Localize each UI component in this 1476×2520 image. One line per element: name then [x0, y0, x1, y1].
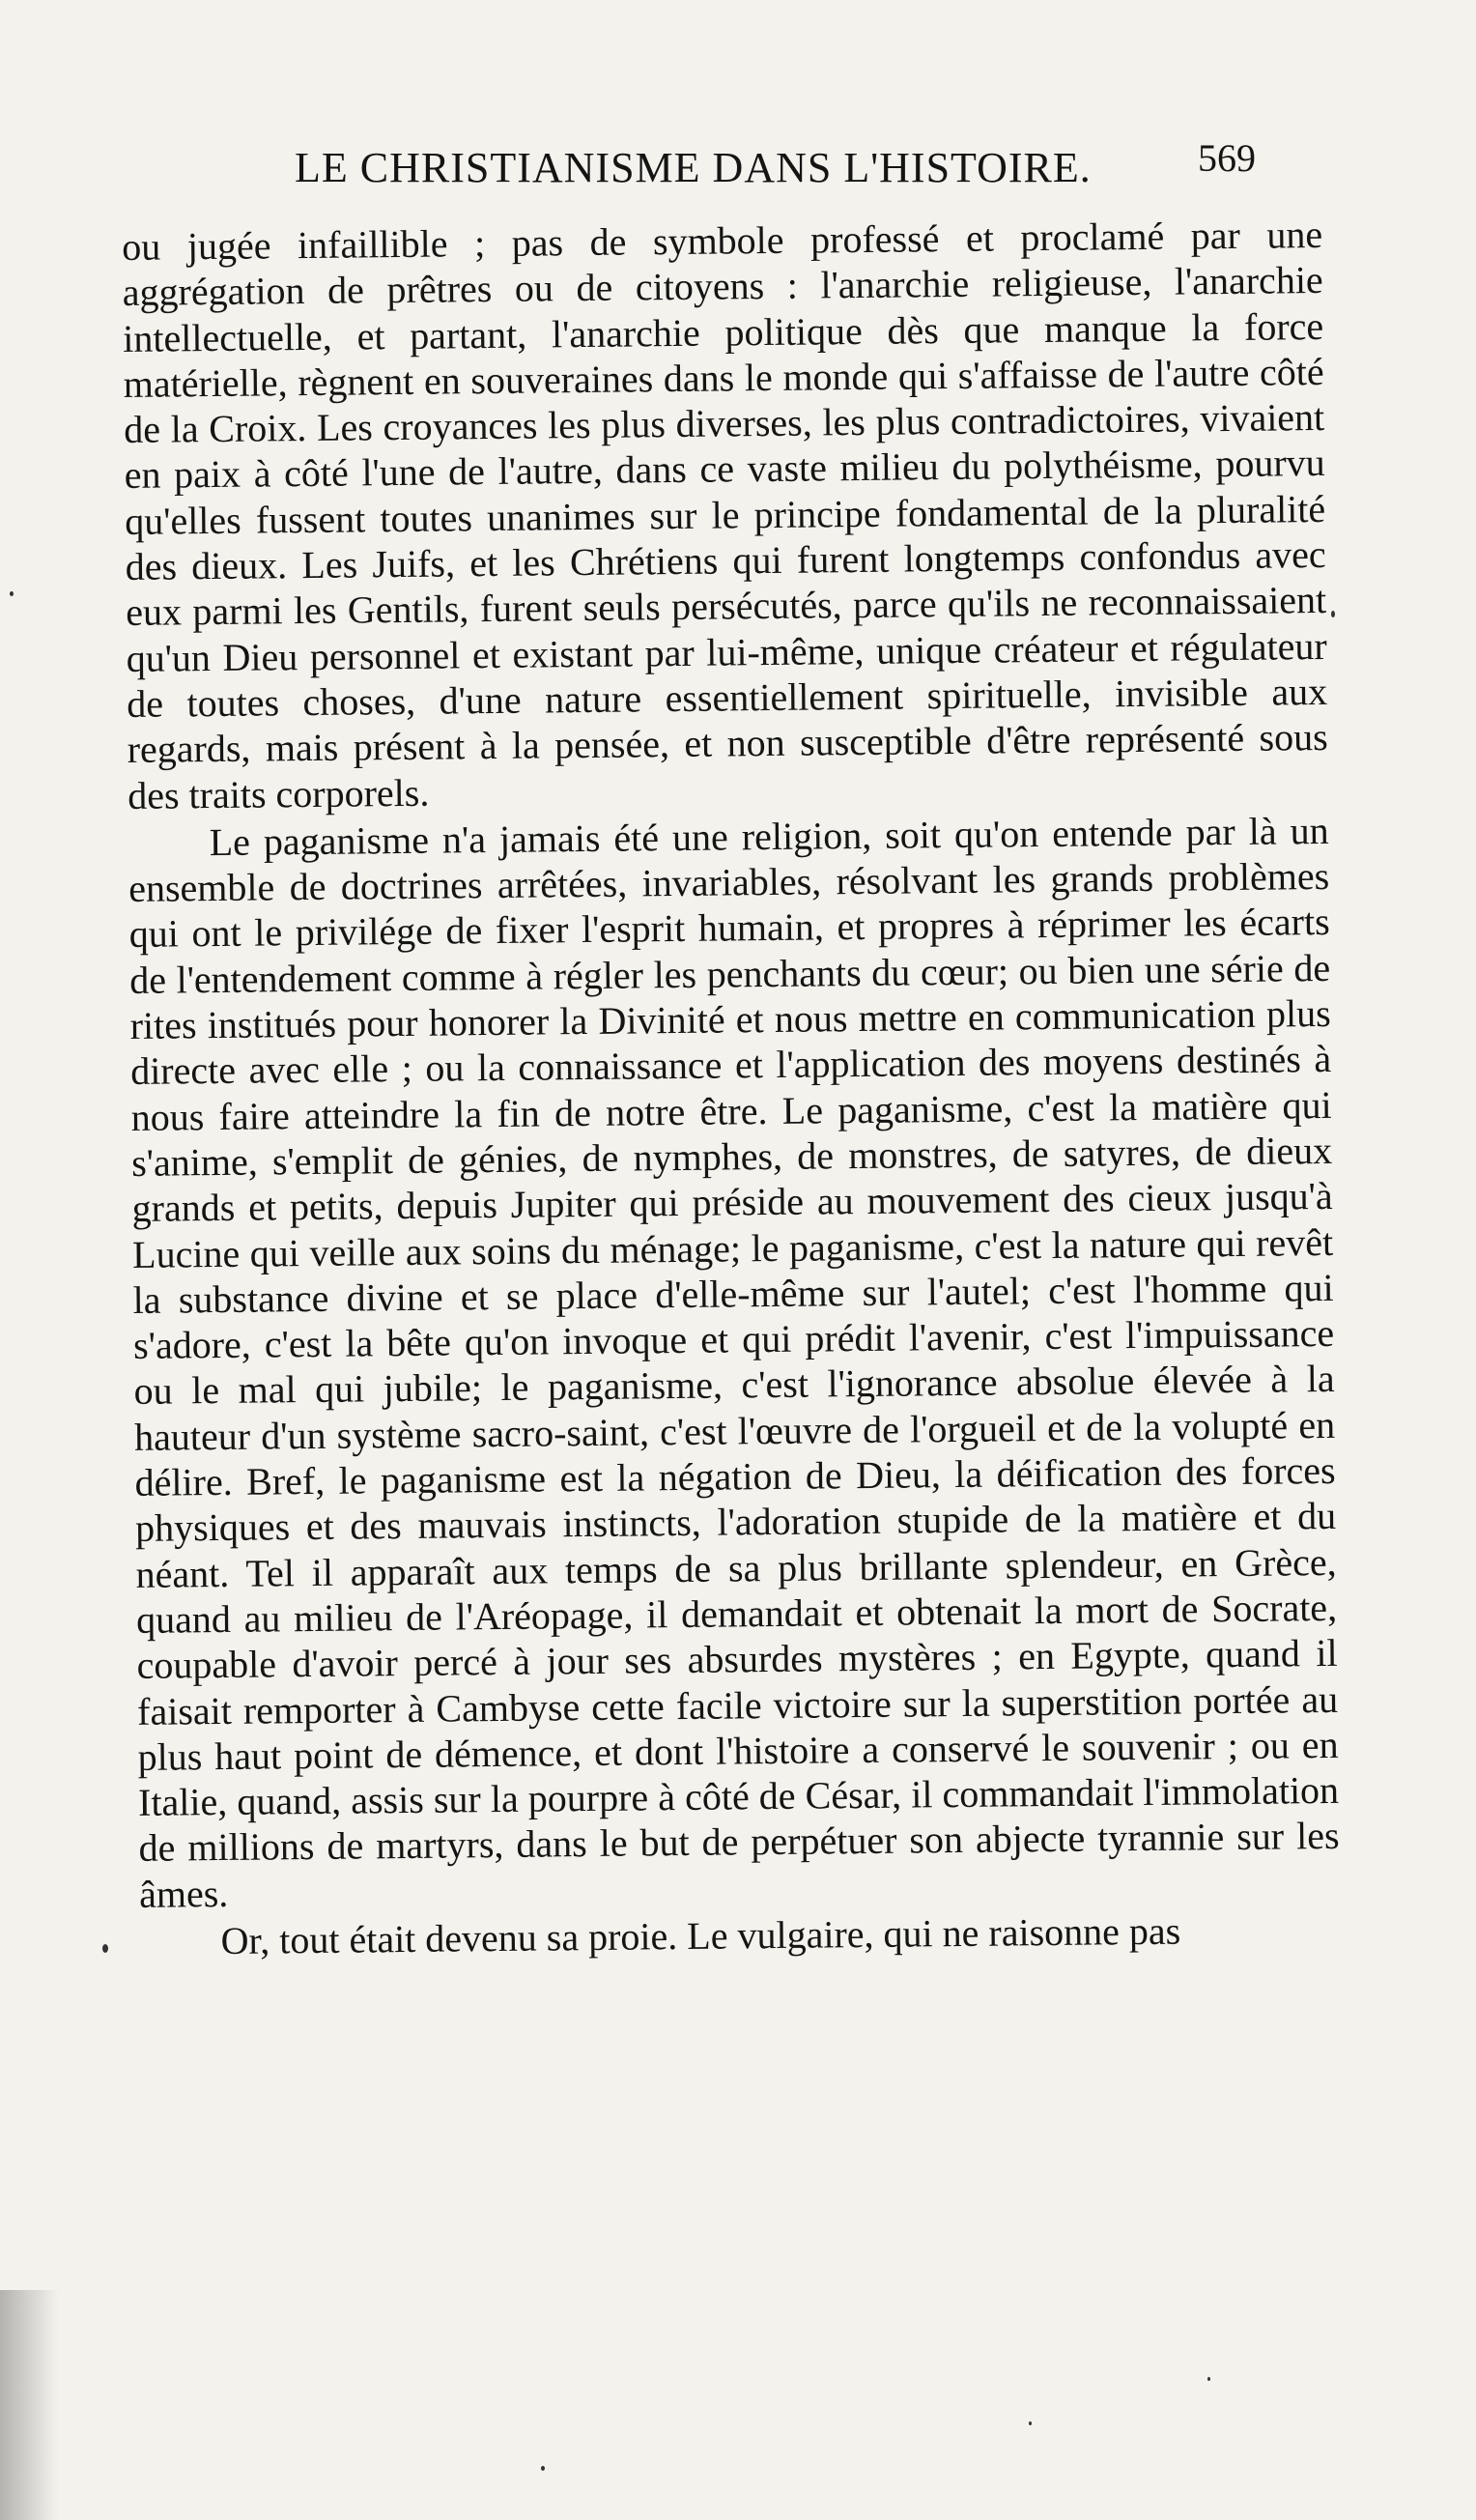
running-title: LE CHRISTIANISME DANS L'HISTOIRE. — [295, 144, 1092, 191]
margin-speck — [1331, 611, 1335, 617]
body-text — [122, 212, 1341, 1964]
paragraph-continued: ou jugée infaillible ; pas de symbole professé et proclamé par une aggrégation de prêtres ou de citoyens : l'anarchie religieuse, l'anarchie intellectuelle, et partant, l'anarchie politique dès que manque la force matérielle, règnent en souveraines dans le monde qui s'affaisse de l'autre côté de la Croix. Les croyances les plus diverses, les plus contradictoires, vivaient en paix à côté l'une de l'autre, dans ce vaste milieu du polythéisme, pourvu qu'elles fussent toutes unanimes sur le principe fondamental de la pluralité des dieux. Les Juifs, et les Chrétiens qui furent longtemps confondus avec eux parmi les Gentils, furent seuls persécutés, parce qu'ils ne reconnaissaient qu'un Dieu personnel et existant par lui-même, unique créateur et régulateur de toutes choses, d'une nature essentiellement spirituelle, invisible aux regards, mais présent à la pensée, et non susceptible d'être représenté sous des traits corporels. — [122, 212, 1328, 817]
margin-speck — [541, 2466, 545, 2471]
margin-speck — [102, 1944, 108, 1953]
paragraph-paganism: Le paganisme n'a jamais été une religion, soit qu'on entende par là un ensemble de doctrines arrêtées, invariables, résolvant les grands problèmes qui ont le privilége de fixer l'esprit humain, et propres à réprimer les écarts de l'entendement comme à régler les penchants du cœur; ou bien une série de rites institués pour honorer la Divinité et nous mettre en communication plus directe avec elle ; ou la connaissance et l'application des moyens destinés à nous faire atteindre la fin de notre être. Le paganisme, c'est la matière qui s'anime, s'emplit de génies, de nymphes, de monstres, de satyres, de dieux grands et petits, depuis Jupiter qui préside au mouvement des cieux jusqu'à Lucine qui veille aux soins du ménage; le paganisme, c'est la nature qui revêt la substance divine et se place d'elle-même sur l'autel; c'est l'homme qui s'adore, c'est la bête qu'on invoque et qui prédit l'avenir, c'est l'impuissance ou le mal qui jubile; le paganisme, c'est l'ignorance absolue élevée à la hauteur d'un système sacro-saint, c'est l'œuvre de l'orgueil et de la volupté en délire. Bref, le paganisme est la négation de Dieu, la déification des forces physiques et des mauvais instincts, l'adoration stupide de la matière et du néant. Tel il apparaît aux temps de sa plus brillante splendeur, en Grèce, quand au milieu de l'Aréopage, il demandait et obtenait la mort de Socrate, coupable d'avoir percé à jour ses absurdes mystères ; en Egypte, quand il faisait remporter à Cambyse cette facile victoire sur la superstition portée au plus haut point de démence, et dont l'histoire a conservé le souvenir ; ou en Italie, quand, assis sur la pourpre à côté de César, il commandait l'immolation de millions de martyrs, dans le but de perpétuer son abjecte tyrannie sur les âmes. — [128, 808, 1340, 1916]
margin-speck — [10, 591, 14, 596]
page-edge-shadow — [0, 2290, 58, 2520]
paragraph-vulgaire: Or, tout était devenu sa proie. Le vulgaire, qui ne raisonne pas — [220, 1908, 1181, 1963]
page-number: 569 — [1198, 136, 1256, 180]
margin-speck — [1207, 2377, 1210, 2381]
margin-speck — [1029, 2421, 1032, 2425]
page-header — [0, 135, 1476, 213]
